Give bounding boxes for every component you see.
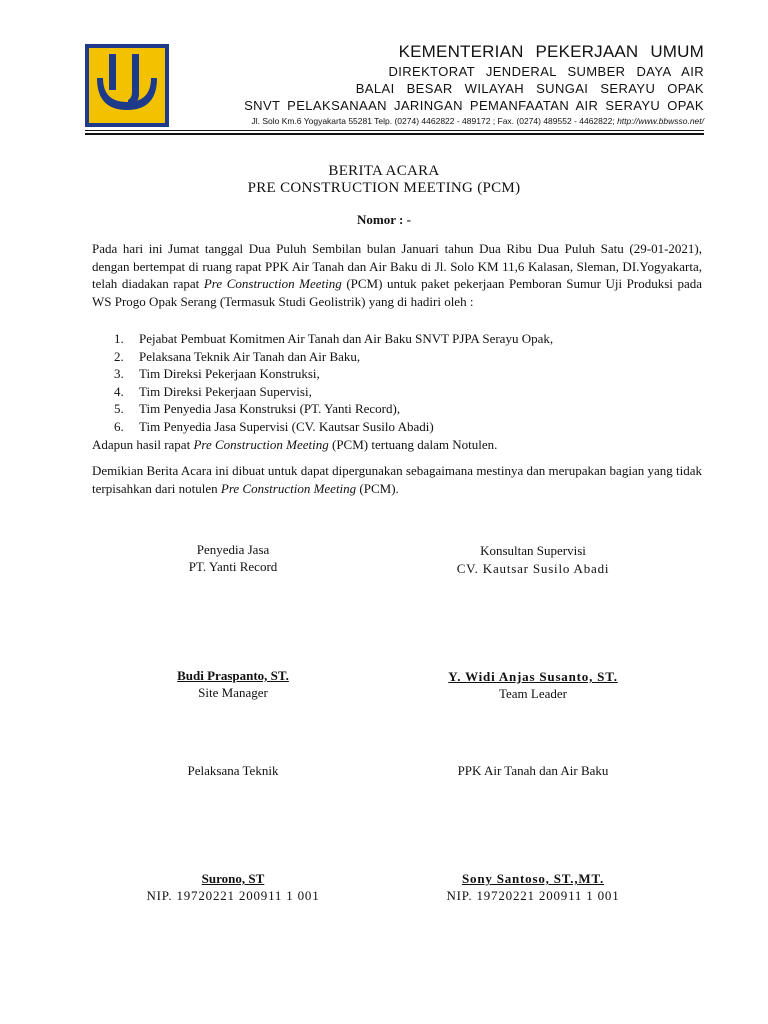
signature-name-technical: Surono, ST	[201, 871, 265, 886]
signature-role-ppk: PPK Air Tanah dan Air Baku	[457, 763, 609, 778]
signature-org-contractor: PT. Yanti Record	[188, 559, 278, 574]
closing-text-1: Demikian Berita Acara ini dibuat untuk dapat dipergunakan sebagaimana mestinya dan merupakan bagian yang tidak terpisahkan dari notulen	[92, 463, 702, 496]
signature-role-contractor: Penyedia Jasa	[196, 542, 270, 557]
list-number: 5.	[114, 401, 124, 416]
opening-paragraph	[92, 240, 702, 310]
opening-text-2: (PCM) untuk paket pekerjaan Pemboran Sumur Uji Produksi pada WS Progo Opak Serang (Termasuk Studi Geolistrik) yang di hadiri oleh :	[92, 276, 702, 309]
minutes-text-2: (PCM) tertuang dalam Notulen.	[328, 437, 498, 452]
minutes-italic: Pre Construction Meeting	[193, 437, 329, 452]
header-rule-thin	[85, 130, 704, 131]
signature-org-consultant: CV. Kautsar Susilo Abadi	[456, 561, 610, 576]
header-balai: BALAI BESAR WILAYAH SUNGAI SERAYU OPAK	[355, 81, 704, 96]
closing-italic: Pre Construction Meeting	[220, 480, 357, 496]
header-ministry: KEMENTERIAN PEKERJAAN UMUM	[398, 42, 704, 61]
header-directorate: DIREKTORAT JENDERAL SUMBER DAYA AIR	[388, 64, 704, 79]
signature-nip-ppk: NIP. 19720221 200911 1 001	[446, 888, 620, 903]
minutes-sentence	[92, 436, 702, 454]
list-number: 6.	[114, 418, 124, 434]
signature-role-technical: Pelaksana Teknik	[187, 763, 279, 778]
signature-name-ppk: Sony Santoso, ST.,MT.	[461, 871, 605, 886]
opening-italic: Pre Construction Meeting	[203, 276, 342, 291]
minutes-text-1: Adapun hasil rapat	[92, 437, 194, 452]
list-item	[92, 418, 702, 436]
signature-nip-technical: NIP. 19720221 200911 1 001	[146, 888, 320, 903]
list-item	[92, 330, 702, 348]
list-number: 4.	[114, 383, 124, 399]
header-rule-thick	[85, 133, 704, 135]
signature-position-team-leader: Team Leader	[498, 686, 567, 701]
header-address	[251, 116, 704, 126]
list-text: Tim Direksi Pekerjaan Konstruksi,	[139, 366, 320, 381]
list-item	[92, 348, 702, 366]
list-item	[92, 400, 702, 418]
list-item	[92, 365, 702, 383]
signature-name-site-manager: Budi Praspanto, ST.	[177, 668, 289, 683]
list-number: 2.	[114, 348, 124, 364]
list-text: Tim Penyedia Jasa Supervisi (CV. Kautsar Susilo Abadi)	[139, 418, 434, 434]
list-item	[92, 383, 702, 401]
list-text: Tim Direksi Pekerjaan Supervisi,	[139, 383, 312, 399]
document-number: Nomor : -	[357, 212, 411, 227]
closing-text-2: (PCM).	[356, 480, 399, 496]
list-text: Tim Penyedia Jasa Konstruksi (PT. Yanti Record),	[139, 401, 401, 416]
signature-name-team-leader: Y. Widi Anjas Susanto, ST.	[448, 669, 618, 684]
list-text: Pelaksana Teknik Air Tanah dan Air Baku,	[139, 348, 361, 364]
list-text: Pejabat Pembuat Komitmen Air Tanah dan Air Baku SNVT PJPA Serayu Opak,	[139, 331, 554, 346]
opening-text-1: Pada hari ini Jumat tanggal Dua Puluh Sembilan bulan Januari tahun Dua Ribu Dua Puluh Satu (29-01-2021), dengan bertempat di ruang rapat PPK Air Tanah dan Air Baku di Jl. Solo KM 11,6 Kalasan, Sleman, DI.Yogyakarta, telah diadakan rapat	[92, 241, 702, 291]
website-link[interactable]: http://www.bbwsso.net/	[617, 116, 704, 126]
signature-position-site-manager: Site Manager	[198, 685, 268, 700]
attendee-list	[92, 330, 702, 435]
list-number: 1.	[114, 331, 124, 346]
header-snvt: SNVT PELAKSANAAN JARINGAN PEMANFAATAN AIR SERAYU OPAK	[244, 98, 704, 113]
list-number: 3.	[114, 366, 124, 381]
document-subtitle: PRE CONSTRUCTION MEETING (PCM)	[247, 180, 521, 196]
closing-paragraph	[92, 462, 702, 497]
document-title: BERITA ACARA	[328, 163, 440, 179]
ministry-logo	[85, 44, 169, 127]
signature-role-consultant: Konsultan Supervisi	[480, 543, 586, 558]
address-text: Jl. Solo Km.6 Yogyakarta 55281 Telp. (0274) 4462822 - 489172 ; Fax. (0274) 489552 - 4462822;	[251, 116, 618, 126]
